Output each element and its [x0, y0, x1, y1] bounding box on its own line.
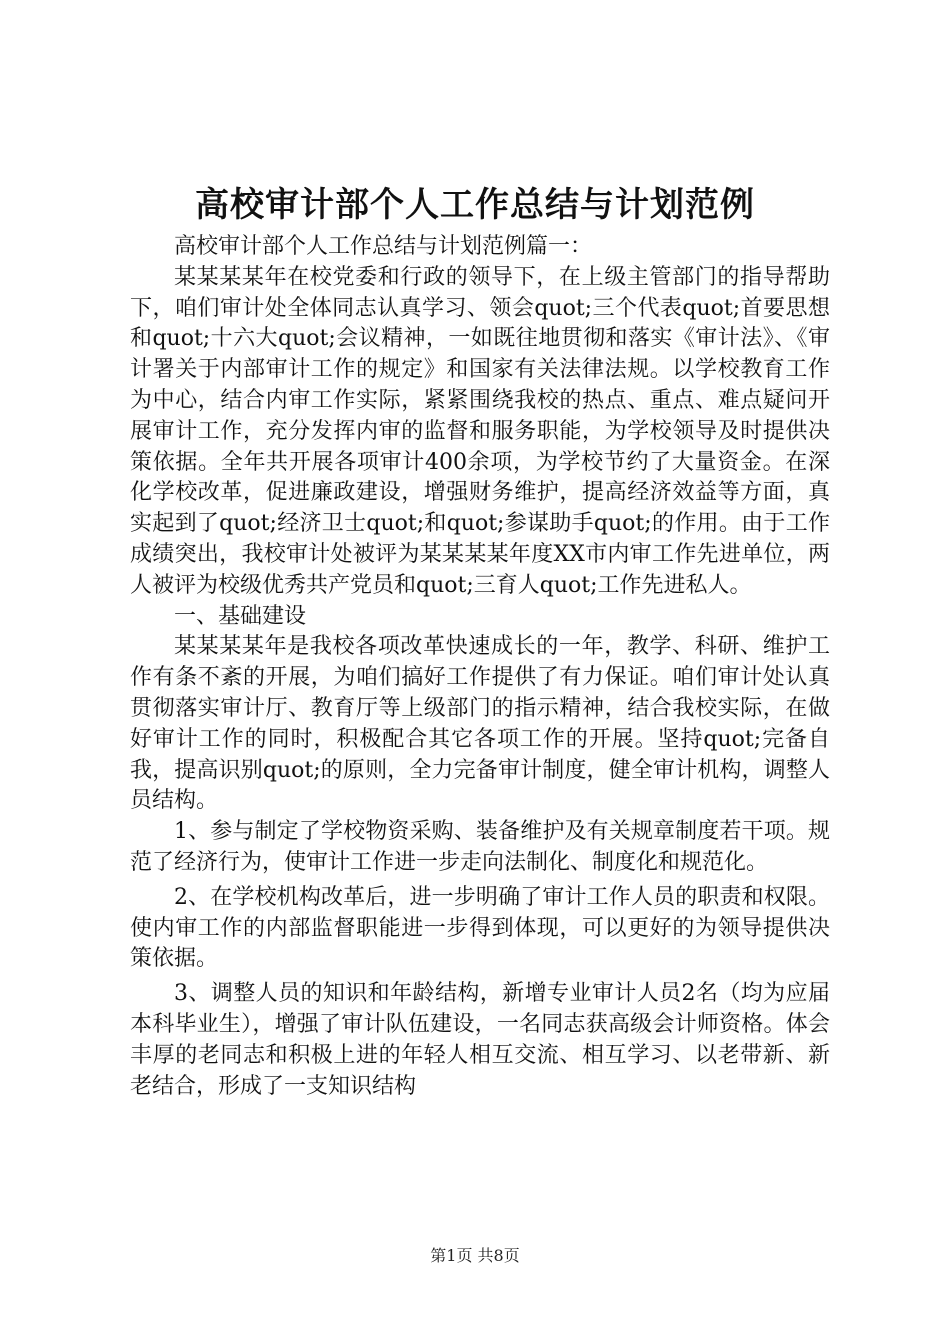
section-heading: 高校审计部个人工作总结与计划范例篇一：: [174, 234, 593, 259]
subsection-heading: 一、基础建设: [174, 603, 307, 629]
paragraph-basic-construction: 某某某某年是我校各项改革快速成长的一年，教学、科研、维护工作有条不紊的开展，为咱们搞好工作提供了有力保证。咱们审计处认真贯彻落实审计厅、教育厅等上级部门的指示精神，结合我校实际，在做好审计工作的同时，积极配合其它各项工作的开展。坚持quot;完备自我，提高识别quot;的原则，全力完备审计制度，健全审计机构，调整人员结构。: [130, 634, 830, 814]
paragraph-intro: 某某某某年在校党委和行政的领导下，在上级主管部门的指导帮助下，咱们审计处全体同志认真学习、领会quot;三个代表quot;首要思想和quot;十六大quot;会议精神，一如既往地贯彻和落实《审计法》、《审计署关于内部审计工作的规定》和国家有关法律法规。以学校教育工作为中心，结合内审工作实际，紧紧围绕我校的热点、重点、难点疑问开展审计工作，充分发挥内审的监督和服务职能，为学校领导及时提供决策依据。全年共开展各项审计400余项，为学校节约了大量资金。在深化学校改革，促进廉政建设，增强财务维护，提高经济效益等方面，真实起到了quot;经济卫士quot;和quot;参谋助手quot;的作用。由于工作成绩突出，我校审计处被评为某某某某年度XX市内审工作先进单位，两人被评为校级优秀共产党员和quot;三育人quot;工作先进私人。: [130, 264, 830, 598]
document-body: [130, 232, 830, 1102]
list-item-3: 3、调整人员的知识和年龄结构，新增专业审计人员2名（均为应届本科毕业生），增强了审计队伍建设，一名同志获高级会计师资格。体会丰厚的老同志和积极上进的年轻人相互交流、相互学习、以老带新、新老结合，形成了一支知识结构: [130, 981, 830, 1099]
list-item-2: 2、在学校机构改革后，进一步明确了审计工作人员的职责和权限。使内审工作的内部监督职能进一步得到体现，可以更好的为领导提供决策依据。: [130, 884, 830, 972]
document-title: 高校审计部个人工作总结与计划范例: [195, 185, 755, 225]
page-footer: 第1页 共8页: [430, 1246, 520, 1265]
list-item-1: 1、参与制定了学校物资采购、装备维护及有关规章制度若干项。规范了经济行为，使审计工作进一步走向法制化、制度化和规范化。: [130, 819, 830, 875]
